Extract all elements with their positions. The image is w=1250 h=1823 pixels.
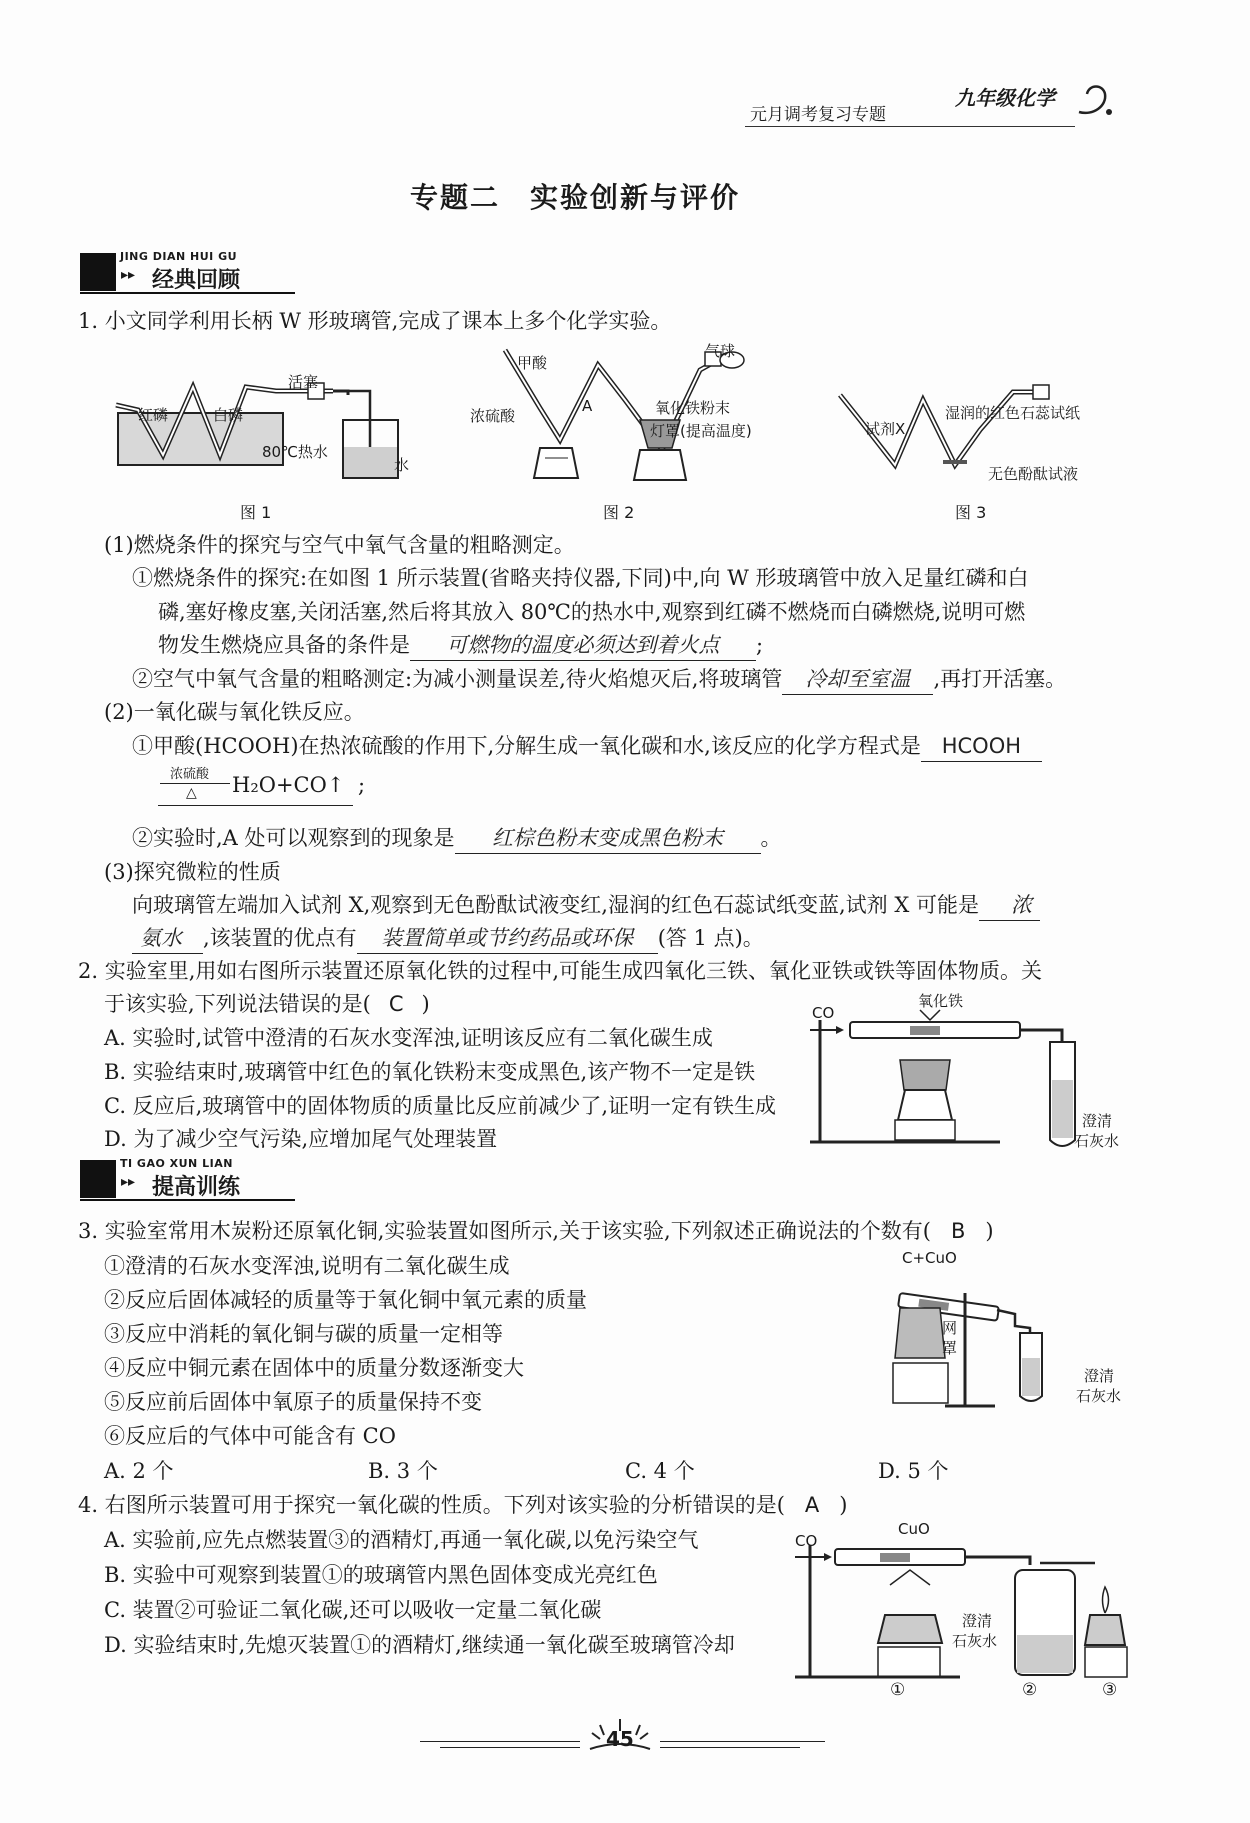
q4-stem-text: 4. 右图所示装置可用于探究一氧化碳的性质。下列对该实验的分析错误的是( [78, 1493, 785, 1517]
section-arrow-icon: ▸▸ [121, 1174, 136, 1190]
header-subtitle: 元月调考复习专题 [750, 105, 886, 125]
q1-part3-text2: ,该装置的优点有 [203, 926, 357, 950]
q1-part1a-line3 [158, 630, 763, 661]
q3-item-5: ⑤反应前后固体中氧原子的质量保持不变 [104, 1390, 482, 1414]
q4-fig-label-device-1: ① [890, 1680, 906, 1700]
q1-part3-line2 [132, 923, 764, 954]
q3-fig-label-clear: 澄清 [1084, 1367, 1115, 1385]
q1-stem: 1. 小文同学利用长柄 W 形玻璃管,完成了课本上多个化学实验。 [78, 309, 672, 333]
fig2-label-balloon: 气球 [705, 342, 736, 360]
q1-part3: (3)探究微粒的性质 [104, 860, 281, 884]
footer-rule-left-2 [440, 1747, 580, 1748]
q1-part2: (2)一氧化碳与氧化铁反应。 [104, 700, 365, 724]
section-pinyin: TI GAO XUN LIAN [120, 1157, 233, 1170]
q3-stem-text: 3. 实验室常用木炭粉还原氧化铜,实验装置如图所示,关于该实验,下列叙述正确说法的个数有( [78, 1219, 931, 1243]
q4-option-b: B. 实验中可观察到装置①的玻璃管内黑色固体变成光亮红色 [104, 1563, 658, 1587]
q1-part1b-line [132, 664, 1066, 695]
reaction-end: ; [358, 773, 366, 797]
q3-answer: B [950, 1219, 966, 1243]
q3-item-3: ③反应中消耗的氧化铜与碳的质量一定相等 [104, 1322, 503, 1346]
q4-fig-label-cuo: CuO [898, 1520, 930, 1538]
q4-option-a: A. 实验前,应先点燃装置③的酒精灯,再通一氧化碳,以免污染空气 [104, 1528, 699, 1552]
q3-item-6: ⑥反应后的气体中可能含有 CO [104, 1424, 396, 1448]
q2-fig-label-limewater: 石灰水 [1074, 1132, 1120, 1150]
header-rule [745, 126, 1075, 127]
q1-part1b-answer: 冷却至室温 [782, 664, 933, 695]
fig2-label-a: A [582, 397, 593, 415]
q3-item-1: ①澄清的石灰水变浑浊,说明有二氧化碳生成 [104, 1254, 510, 1278]
q4-answer: A [804, 1493, 820, 1517]
fig1-label-valve: 活塞 [288, 373, 319, 391]
q2-figure [800, 990, 1100, 1155]
q2-stem-end: ) [421, 992, 430, 1016]
fig2-label-conc-sulfuric: 浓硫酸 [470, 407, 516, 425]
q1-part3-answer2: 装置简单或节约药品或环保 [357, 923, 658, 954]
fig3-label-reagent-x: 试剂X [865, 420, 906, 438]
q1-part2b-text: ②实验时,A 处可以观察到的现象是 [132, 826, 455, 850]
fig1-caption: 图 1 [240, 503, 272, 522]
q2-stem-text: 于该实验,下列说法错误的是( [104, 992, 371, 1016]
q4-option-d: D. 实验结束时,先熄灭装置①的酒精灯,继续通一氧化碳至玻璃管冷却 [104, 1633, 735, 1657]
section-underline [80, 1199, 295, 1201]
q2-stem-line2 [104, 989, 430, 1019]
section-block-icon [80, 1160, 116, 1198]
q1-part3-line1 [132, 890, 1040, 921]
footer-rule-right-1 [660, 1741, 825, 1742]
section-underline [80, 292, 295, 294]
q4-figure [790, 1515, 1130, 1690]
q3-stem-end: ) [985, 1219, 994, 1243]
q4-option-c: C. 装置②可验证二氧化碳,还可以吸收一定量二氧化碳 [104, 1598, 602, 1622]
q1-part2b-end: 。 [760, 826, 782, 850]
q4-fig-label-device-3: ③ [1102, 1680, 1118, 1700]
q4-fig-label-limewater: 石灰水 [952, 1632, 998, 1650]
fig1-label-white-phosphorus: 白磷 [213, 406, 244, 424]
q1-part2a-equation [158, 763, 378, 811]
q3-fig-label-shade: 罩 [942, 1339, 958, 1357]
header [745, 78, 1115, 128]
q2-fig-label-co: CO [812, 1004, 835, 1022]
q4-fig-label-clear: 澄清 [962, 1612, 993, 1630]
q1-part2b-answer: 红棕色粉末变成黑色粉末 [455, 823, 761, 854]
q3-figure [885, 1248, 1105, 1408]
q1-part2a-line1 [132, 731, 1042, 762]
fig2-label-iron-oxide: 氧化铁粉末 [655, 399, 731, 417]
fig3-label-phenolphthalein: 无色酚酞试液 [988, 465, 1079, 483]
section-pinyin: JING DIAN HUI GU [120, 250, 238, 263]
q1-part1a-line2: 磷,塞好橡皮塞,关闭活塞,然后将其放入 80℃的热水中,观察到红磷不燃烧而白磷燃烧,说明可燃 [158, 600, 1026, 624]
q1-part3-answer1a: 浓 [979, 890, 1040, 921]
reaction-condition-bottom: △ [186, 785, 197, 801]
fig2-label-lamp-shade: 灯罩(提高温度) [650, 422, 752, 440]
q3-item-4: ④反应中铜元素在固体中的质量分数逐渐变大 [104, 1356, 524, 1380]
q1-part1a-line1: ①燃烧条件的探究:在如图 1 所示装置(省略夹持仪器,下同)中,向 W 形玻璃管中放入足量红磷和白 [132, 566, 1029, 590]
reaction-condition-top: 浓硫酸 [170, 767, 210, 782]
q1-part1a-text: 物发生燃烧应具备的条件是 [158, 633, 410, 657]
q2-stem-line1: 2. 实验室里,用如右图所示装置还原氧化铁的过程中,可能生成四氧化三铁、氧化亚铁或铁等固体物质。关 [78, 959, 1043, 983]
q4-fig-label-device-2: ② [1022, 1680, 1038, 1700]
reaction-products: H₂O+CO↑ [232, 773, 345, 797]
footer [420, 1715, 840, 1765]
reaction-arrow [160, 783, 230, 784]
q4-stem [78, 1490, 847, 1520]
q2-option-a: A. 实验时,试管中澄清的石灰水变浑浊,证明该反应有二氧化碳生成 [104, 1026, 713, 1050]
q3-stem [78, 1216, 994, 1246]
q1-part1a-answer: 可燃物的温度必须达到着火点 [410, 630, 756, 661]
fig1-label-water: 水 [394, 456, 410, 474]
q1-part3-text1: 向玻璃管左端加入试剂 X,观察到无色酚酞试液变红,湿润的红色石蕊试纸变蓝,试剂 X 可能是 [132, 893, 979, 917]
section-banner-classic [80, 250, 300, 295]
q1-part1b-end: ,再打开活塞。 [933, 667, 1067, 691]
fig2-caption: 图 2 [603, 503, 635, 522]
q3-fig-label-limewater: 石灰水 [1076, 1387, 1122, 1405]
q1-part2a-answer: HCOOH [921, 731, 1042, 762]
reaction-underline [158, 805, 353, 806]
q4-fig-label-co: CO [795, 1532, 818, 1550]
header-swirl-icon [1075, 82, 1115, 122]
q3-fig-label-mesh: 网 [942, 1319, 958, 1337]
fig3-label-litmus-paper: 湿润的红色石蕊试纸 [945, 404, 1081, 422]
q3-option-d: D. 5 个 [878, 1459, 949, 1483]
q3-option-a: A. 2 个 [104, 1459, 174, 1483]
q2-answer: C [388, 992, 404, 1016]
q1-part1: (1)燃烧条件的探究与空气中氧气含量的粗略测定。 [104, 533, 575, 557]
section-arrow-icon: ▸▸ [121, 267, 136, 283]
fig3-caption: 图 3 [955, 503, 987, 522]
section-banner-improve [80, 1157, 300, 1202]
page-title: 专题二 实验创新与评价 [410, 181, 741, 214]
fig1-label-hot-water: 80℃热水 [262, 443, 328, 461]
q1-part3-answer1b: 氨水 [132, 923, 203, 954]
header-grade: 九年级化学 [955, 86, 1055, 110]
footer-rule-right-2 [660, 1747, 800, 1748]
q1-figure-1 [108, 365, 428, 500]
section-title: 经典回顾 [152, 268, 241, 293]
q1-part2a-text: ①甲酸(HCOOH)在热浓硫酸的作用下,分解生成一氧化碳和水,该反应的化学方程式是 [132, 734, 921, 758]
q1-part1b-text: ②空气中氧气含量的粗略测定:为减小测量误差,待火焰熄灭后,将玻璃管 [132, 667, 783, 691]
q3-item-2: ②反应后固体减轻的质量等于氧化铜中氧元素的质量 [104, 1288, 587, 1312]
q4-stem-end: ) [839, 1493, 848, 1517]
section-title: 提高训练 [152, 1175, 241, 1200]
fig2-label-formic-acid: 甲酸 [517, 354, 548, 372]
q2-option-b: B. 实验结束时,玻璃管中红色的氧化铁粉末变成黑色,该产物不一定是铁 [104, 1060, 756, 1084]
fig1-label-red-phosphorus: 红磷 [138, 406, 169, 424]
q2-fig-label-iron-oxide: 氧化铁 [918, 992, 964, 1010]
footer-rule-left-1 [420, 1741, 580, 1742]
q3-option-b: B. 3 个 [368, 1459, 438, 1483]
q1-part2b-line [132, 823, 782, 854]
q3-fig-label-c-cuo: C+CuO [902, 1249, 957, 1267]
q2-option-c: C. 反应后,玻璃管中的固体物质的质量比反应前减少了,证明一定有铁生成 [104, 1094, 777, 1118]
q3-option-c: C. 4 个 [625, 1459, 695, 1483]
page-number: 45 [606, 1727, 634, 1751]
q1-part1a-end: ; [756, 633, 764, 657]
section-block-icon [80, 253, 116, 291]
q2-fig-label-clear: 澄清 [1082, 1112, 1113, 1130]
q2-option-d: D. 为了减少空气污染,应增加尾气处理装置 [104, 1127, 498, 1151]
q1-part3-end: (答 1 点)。 [657, 926, 764, 950]
